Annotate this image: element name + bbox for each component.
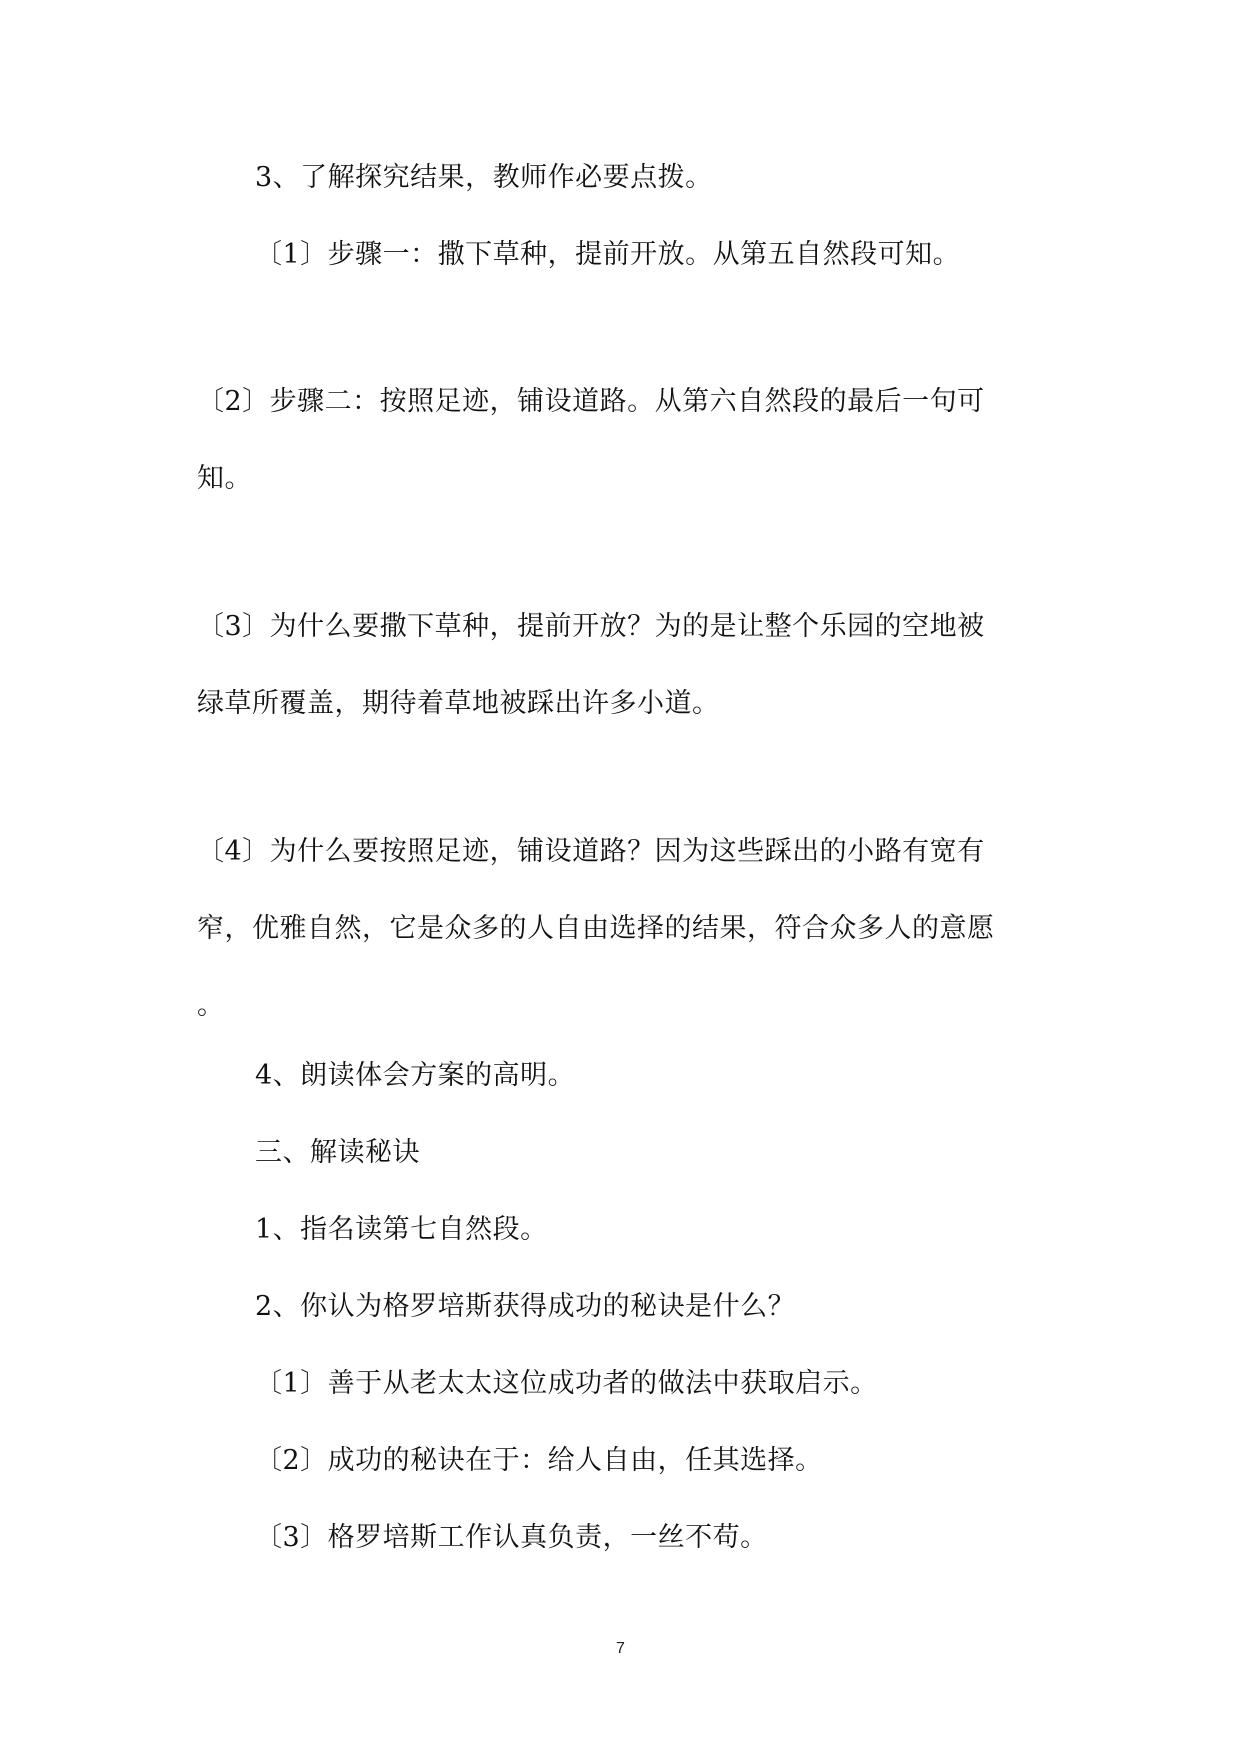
paragraph-answer2: 〔2〕成功的秘诀在于：给人自由，任其选择。 (255, 1445, 823, 1476)
paragraph-answer1: 〔1〕善于从老太太这位成功者的做法中获取启示。 (255, 1368, 878, 1399)
paragraph-q3-line2: 绿草所覆盖，期待着草地被踩出许多小道。 (197, 688, 720, 719)
paragraph-answer3: 〔3〕格罗培斯工作认真负责，一丝不苟。 (255, 1522, 768, 1553)
paragraph-step2-line2: 知。 (197, 463, 252, 494)
paragraph-q3-line1: 〔3〕为什么要撒下草种，提前开放？为的是让整个乐园的空地被 (197, 611, 985, 642)
paragraph-step3-heading: 3、了解探究结果，教师作必要点拨。 (255, 162, 713, 193)
paragraph-q4-line3: 。 (197, 990, 225, 1021)
paragraph-step2-line1: 〔2〕步骤二：按照足迹，铺设道路。从第六自然段的最后一句可 (197, 386, 985, 417)
page-number: 7 (616, 1640, 625, 1657)
paragraph-q4-line2: 窄，优雅自然，它是众多的人自由选择的结果，符合众多人的意愿 (197, 913, 995, 944)
paragraph-step4: 4、朗读体会方案的高明。 (255, 1060, 576, 1091)
section-heading-secret: 三、解读秘诀 (255, 1137, 420, 1168)
paragraph-q4-line1: 〔4〕为什么要按照足迹，铺设道路？因为这些踩出的小路有宽有 (197, 836, 985, 867)
paragraph-item1: 1、指名读第七自然段。 (255, 1214, 548, 1245)
paragraph-item2: 2、你认为格罗培斯获得成功的秘诀是什么？ (255, 1291, 796, 1322)
paragraph-step1: 〔1〕步骤一：撒下草种，提前开放。从第五自然段可知。 (255, 239, 961, 270)
